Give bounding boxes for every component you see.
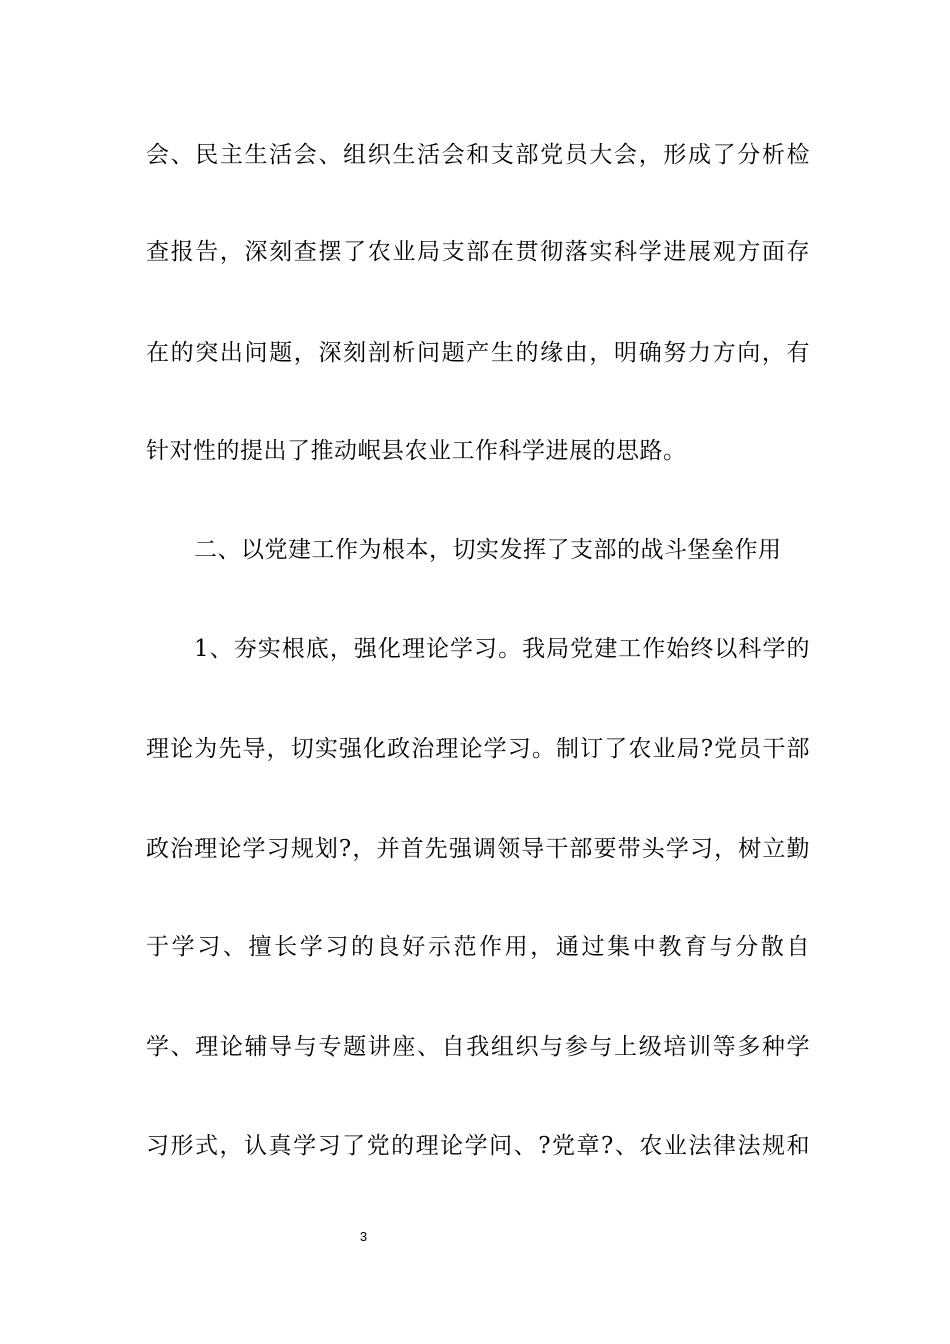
paragraph-line: 会、民主生活会、组织生活会和支部党员大会，形成了分析检	[146, 142, 810, 168]
paragraph-line: 理论为先导，切实强化政治理论学习。制订了农业局?党员干部	[146, 736, 810, 762]
paragraph-line: 习形式，认真学习了党的理论学问、?党章?、农业法律法规和	[146, 1133, 810, 1159]
section-heading: 二、以党建工作为根本，切实发挥了支部的战斗堡垒作用	[194, 537, 782, 563]
paragraph-line: 于学习、擅长学习的良好示范作用，通过集中教育与分散自	[146, 934, 810, 960]
paragraph-line: 针对性的提出了推动岷县农业工作科学进展的思路。	[146, 438, 687, 464]
paragraph-line: 政治理论学习规划?，并首先强调领导干部要带头学习，树立勤	[146, 836, 810, 862]
paragraph-line: 在的突出问题，深刻剖析问题产生的缘由，明确努力方向，有	[146, 340, 810, 366]
paragraph-line: 学、理论辅导与专题讲座、自我组织与参与上级培训等多种学	[146, 1034, 810, 1060]
paragraph-line: 1、夯实根底，强化理论学习。我局党建工作始终以科学的	[194, 636, 810, 662]
page-number: 3	[359, 1229, 368, 1244]
paragraph-line: 查报告，深刻查摆了农业局支部在贯彻落实科学进展观方面存	[146, 239, 810, 265]
